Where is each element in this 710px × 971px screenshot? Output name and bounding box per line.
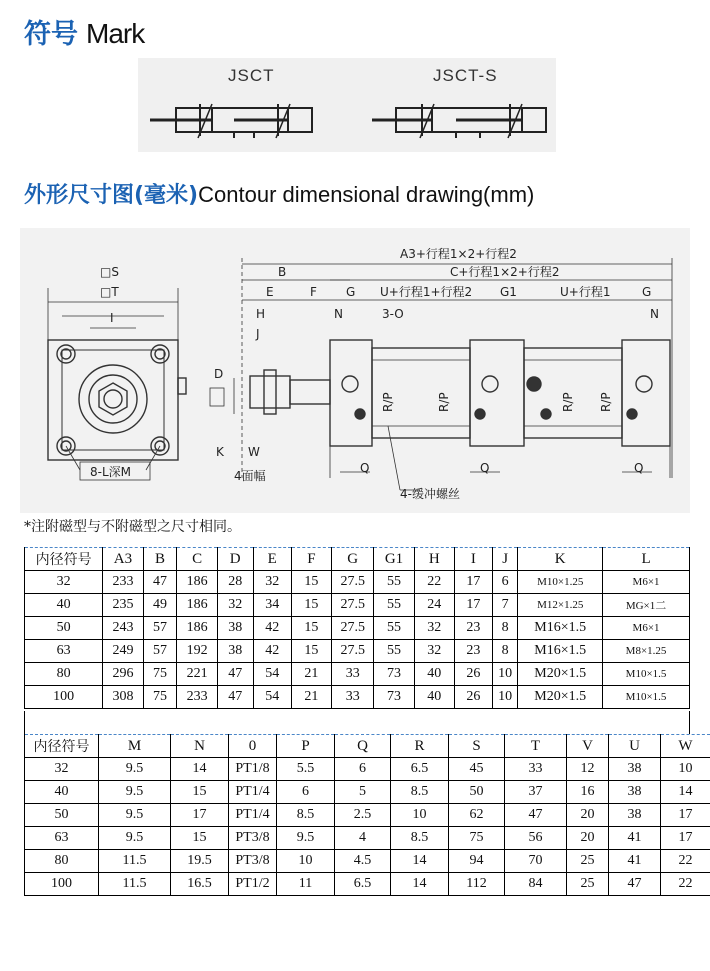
table-cell: 80 <box>25 850 99 873</box>
table-cell: 27.5 <box>332 594 374 617</box>
table-header-cell: K <box>518 548 603 571</box>
table-cell: 9.5 <box>99 804 171 827</box>
symbol-label-jsct-s: JSCT-S <box>433 66 498 85</box>
table-row <box>25 781 710 804</box>
mark-heading-cn: 符号 <box>24 19 78 50</box>
table-cell: 42 <box>253 640 291 663</box>
table-cell: 55 <box>374 594 414 617</box>
label-q-2: Q <box>480 461 490 475</box>
table-cell: 55 <box>374 571 414 594</box>
table-cell: 33 <box>332 686 374 709</box>
table-cell: 12 <box>567 758 609 781</box>
table-cell: 8 <box>492 617 517 640</box>
table-cell: 15 <box>291 617 331 640</box>
table-cell: M20×1.5 <box>518 686 603 709</box>
table-row <box>25 640 690 663</box>
table-header-cell: D <box>217 548 253 571</box>
table-cell: 11.5 <box>99 850 171 873</box>
table-header-cell: Q <box>335 735 391 758</box>
table-cell: 41 <box>609 827 661 850</box>
table-cell: M20×1.5 <box>518 663 603 686</box>
symbol-label-jsct: JSCT <box>228 66 275 85</box>
label-w: W <box>248 445 260 459</box>
table-cell: PT1/2 <box>229 873 277 896</box>
table-cell: 37 <box>505 781 567 804</box>
table-cell: PT1/4 <box>229 781 277 804</box>
label-n-left: N <box>334 307 343 321</box>
table-row <box>25 827 710 850</box>
label-u-stroke12: U+行程1+行程2 <box>380 285 473 299</box>
table-header-cell: E <box>253 548 291 571</box>
table-header-row <box>25 548 690 571</box>
table-cell: 14 <box>391 850 449 873</box>
table-cell: 186 <box>177 617 217 640</box>
table-header-cell: B <box>143 548 177 571</box>
table-cell: 8 <box>492 640 517 663</box>
table-cell: 17 <box>171 804 229 827</box>
mark-heading <box>24 12 144 52</box>
table-header-cell: U <box>609 735 661 758</box>
table-cell: 63 <box>25 827 99 850</box>
label-four-cushion: 4-缓冲螺丝 <box>400 487 460 501</box>
table-header-cell: 内径符号 <box>25 548 103 571</box>
table-cell: 33 <box>332 663 374 686</box>
table-cell: 192 <box>177 640 217 663</box>
table-header-cell: 内径符号 <box>25 735 99 758</box>
label-q-1: Q <box>360 461 370 475</box>
table-cell: 34 <box>253 594 291 617</box>
table-header-cell: A3 <box>103 548 143 571</box>
table-cell: 15 <box>291 640 331 663</box>
table-cell: 73 <box>374 686 414 709</box>
table-header-cell: M <box>99 735 171 758</box>
table-cell: 47 <box>143 571 177 594</box>
label-g-left: G <box>346 285 356 299</box>
table-header-cell: T <box>505 735 567 758</box>
table-cell: 17 <box>661 827 710 850</box>
contour-heading-cn: 外形尺寸图(毫米) <box>24 183 199 208</box>
table-cell: MG×1二 <box>603 594 690 617</box>
table-cell: 17 <box>661 804 710 827</box>
table-cell: 14 <box>171 758 229 781</box>
label-e: E <box>266 285 274 299</box>
table-cell: 57 <box>143 617 177 640</box>
label-h: H <box>256 307 266 321</box>
table-cell: 15 <box>171 827 229 850</box>
table-cell: 296 <box>103 663 143 686</box>
table-cell: 32 <box>25 758 99 781</box>
table-cell: 49 <box>143 594 177 617</box>
table-cell: 308 <box>103 686 143 709</box>
table-cell: 2.5 <box>335 804 391 827</box>
table-header-cell: G <box>332 548 374 571</box>
table-header-cell: S <box>449 735 505 758</box>
table-row <box>25 758 710 781</box>
table-cell: 186 <box>177 594 217 617</box>
table-cell: 15 <box>291 594 331 617</box>
label-g1: G1 <box>500 285 517 299</box>
table-cell: 8.5 <box>391 781 449 804</box>
contour-heading-en: Contour dimensional drawing(mm) <box>198 182 535 207</box>
table-cell: 6.5 <box>335 873 391 896</box>
label-four-faces: 4面幅 <box>234 469 266 483</box>
front-view-icon <box>48 340 178 460</box>
table-row <box>25 873 710 896</box>
table-cell: 45 <box>449 758 505 781</box>
cylinder-symbols <box>138 58 556 152</box>
table-cell: M12×1.25 <box>518 594 603 617</box>
label-square-t: □T <box>100 285 119 299</box>
table-cell: 38 <box>217 617 253 640</box>
table-cell: 22 <box>661 850 710 873</box>
table-cell: 21 <box>291 686 331 709</box>
table-cell: 26 <box>454 663 492 686</box>
table-cell: 10 <box>277 850 335 873</box>
table-cell: 27.5 <box>332 617 374 640</box>
table-cell: 47 <box>505 804 567 827</box>
label-b: B <box>278 265 287 279</box>
table-cell: 10 <box>492 663 517 686</box>
table-cell: 4.5 <box>335 850 391 873</box>
table-cell: 21 <box>291 663 331 686</box>
table-header-cell: G1 <box>374 548 414 571</box>
table-cell: M10×1.5 <box>603 686 690 709</box>
mark-heading-en: Mark <box>86 18 145 49</box>
table-spacer <box>24 711 690 734</box>
table-cell: 62 <box>449 804 505 827</box>
table-cell: 32 <box>253 571 291 594</box>
table-row <box>25 804 710 827</box>
table-cell: 27.5 <box>332 640 374 663</box>
label-rp-1: R/P <box>381 392 395 412</box>
table-cell: 32 <box>414 640 454 663</box>
table-cell: 5 <box>335 781 391 804</box>
table-cell: 54 <box>253 686 291 709</box>
table-cell: 75 <box>449 827 505 850</box>
symbol-panel <box>138 58 556 152</box>
label-8-l-depth-m: 8-L深M <box>90 465 132 479</box>
table-cell: 4 <box>335 827 391 850</box>
note-text: *注附磁型与不附磁型之尺寸相同。 <box>24 519 241 535</box>
table-cell: 100 <box>25 873 99 896</box>
table-cell: 10 <box>391 804 449 827</box>
table-header-cell: I <box>454 548 492 571</box>
dimension-table-1 <box>24 547 690 709</box>
table-header-cell: V <box>567 735 609 758</box>
table-cell: 100 <box>25 686 103 709</box>
table-row <box>25 594 690 617</box>
table-cell: 15 <box>171 781 229 804</box>
table-cell: 47 <box>217 663 253 686</box>
table-header-cell: C <box>177 548 217 571</box>
table-cell: 233 <box>177 686 217 709</box>
table-cell: 38 <box>217 640 253 663</box>
table-header-cell: J <box>492 548 517 571</box>
table-cell: 9.5 <box>99 827 171 850</box>
table-cell: 50 <box>25 617 103 640</box>
dimensional-drawing <box>20 228 690 513</box>
table-cell: 40 <box>25 781 99 804</box>
label-j: J <box>256 327 260 341</box>
label-u-stroke1: U+行程1 <box>560 285 611 299</box>
table-cell: M16×1.5 <box>518 640 603 663</box>
table-cell: 24 <box>414 594 454 617</box>
label-i: I <box>110 311 114 325</box>
table-header-cell: F <box>291 548 331 571</box>
table-cell: PT1/8 <box>229 758 277 781</box>
table-cell: 8.5 <box>391 827 449 850</box>
table-header-cell: W <box>661 735 710 758</box>
table-cell: 38 <box>609 781 661 804</box>
table-header-cell: P <box>277 735 335 758</box>
table-cell: M6×1 <box>603 571 690 594</box>
label-n-right: N <box>650 307 659 321</box>
label-d: D <box>214 367 224 381</box>
table-cell: M10×1.25 <box>518 571 603 594</box>
table-cell: 22 <box>414 571 454 594</box>
table-cell: 243 <box>103 617 143 640</box>
label-c-total: C+行程1×2+行程2 <box>450 265 560 279</box>
table-cell: 47 <box>609 873 661 896</box>
table-cell: 26 <box>454 686 492 709</box>
table-cell: 16 <box>567 781 609 804</box>
table-cell: 33 <box>505 758 567 781</box>
table-cell: M6×1 <box>603 617 690 640</box>
label-square-s: □S <box>100 265 119 279</box>
table-header-cell: L <box>603 548 690 571</box>
table-cell: 235 <box>103 594 143 617</box>
label-g-right: G <box>642 285 652 299</box>
table-header-row <box>25 735 710 758</box>
table-cell: 25 <box>567 850 609 873</box>
table-cell: 75 <box>143 686 177 709</box>
table-cell: 54 <box>253 663 291 686</box>
label-rp-2: R/P <box>437 392 451 412</box>
table-cell: 32 <box>25 571 103 594</box>
label-q-3: Q <box>634 461 644 475</box>
table-cell: 19.5 <box>171 850 229 873</box>
table-header-cell: R <box>391 735 449 758</box>
table-cell: 6.5 <box>391 758 449 781</box>
table-cell: 221 <box>177 663 217 686</box>
contour-heading <box>24 178 534 209</box>
label-rp-3: R/P <box>561 392 575 412</box>
table-cell: 9.5 <box>277 827 335 850</box>
table-row <box>25 571 690 594</box>
table-cell: 7 <box>492 594 517 617</box>
table-cell: 17 <box>454 594 492 617</box>
table-cell: 6 <box>335 758 391 781</box>
label-f: F <box>310 285 317 299</box>
table-cell: 233 <box>103 571 143 594</box>
label-k: K <box>216 445 224 459</box>
table-header-cell: 0 <box>229 735 277 758</box>
table-cell: 11 <box>277 873 335 896</box>
table-cell: 20 <box>567 804 609 827</box>
table-row <box>25 686 690 709</box>
table-cell: 14 <box>391 873 449 896</box>
table-cell: 25 <box>567 873 609 896</box>
label-a3-total: A3+行程1×2+行程2 <box>400 247 517 261</box>
table-cell: 8.5 <box>277 804 335 827</box>
table-cell: 28 <box>217 571 253 594</box>
table-cell: 186 <box>177 571 217 594</box>
table-cell: 50 <box>449 781 505 804</box>
table-cell: 94 <box>449 850 505 873</box>
table-cell: 20 <box>567 827 609 850</box>
table-row <box>25 850 710 873</box>
table-cell: 40 <box>414 686 454 709</box>
table-cell: 73 <box>374 663 414 686</box>
label-3-o: 3-O <box>382 307 404 321</box>
table-cell: 50 <box>25 804 99 827</box>
table-row <box>25 617 690 640</box>
table-cell: 6 <box>492 571 517 594</box>
table-cell: 16.5 <box>171 873 229 896</box>
table-cell: 47 <box>217 686 253 709</box>
table-cell: 32 <box>414 617 454 640</box>
table-cell: 22 <box>661 873 710 896</box>
table-cell: 5.5 <box>277 758 335 781</box>
table-cell: PT3/8 <box>229 850 277 873</box>
table-cell: 55 <box>374 640 414 663</box>
table-cell: 42 <box>253 617 291 640</box>
table-cell: PT1/4 <box>229 804 277 827</box>
table-cell: 40 <box>414 663 454 686</box>
table-cell: 63 <box>25 640 103 663</box>
table-cell: 75 <box>143 663 177 686</box>
table-cell: 57 <box>143 640 177 663</box>
drawing-svg <box>20 228 690 513</box>
table-cell: 84 <box>505 873 567 896</box>
table-cell: 55 <box>374 617 414 640</box>
table-cell: M16×1.5 <box>518 617 603 640</box>
table-header-cell: N <box>171 735 229 758</box>
table-cell: 38 <box>609 758 661 781</box>
table-cell: 70 <box>505 850 567 873</box>
table-cell: 40 <box>25 594 103 617</box>
label-rp-4: R/P <box>599 392 613 412</box>
table-cell: 9.5 <box>99 758 171 781</box>
table-header-cell: H <box>414 548 454 571</box>
table-cell: 23 <box>454 617 492 640</box>
table-cell: 17 <box>454 571 492 594</box>
table-cell: 38 <box>609 804 661 827</box>
table-cell: 15 <box>291 571 331 594</box>
table-cell: 249 <box>103 640 143 663</box>
table-cell: 10 <box>492 686 517 709</box>
table-cell: M10×1.5 <box>603 663 690 686</box>
table-cell: PT3/8 <box>229 827 277 850</box>
table-cell: 32 <box>217 594 253 617</box>
table-cell: 41 <box>609 850 661 873</box>
table-cell: 80 <box>25 663 103 686</box>
table-cell: 10 <box>661 758 710 781</box>
table-cell: 56 <box>505 827 567 850</box>
table-cell: 6 <box>277 781 335 804</box>
table-cell: 14 <box>661 781 710 804</box>
table-cell: 11.5 <box>99 873 171 896</box>
table-cell: 9.5 <box>99 781 171 804</box>
table-cell: 112 <box>449 873 505 896</box>
table-cell: 27.5 <box>332 571 374 594</box>
table-row <box>25 663 690 686</box>
table-cell: M8×1.25 <box>603 640 690 663</box>
table-cell: 23 <box>454 640 492 663</box>
dimension-table-2 <box>24 734 710 896</box>
